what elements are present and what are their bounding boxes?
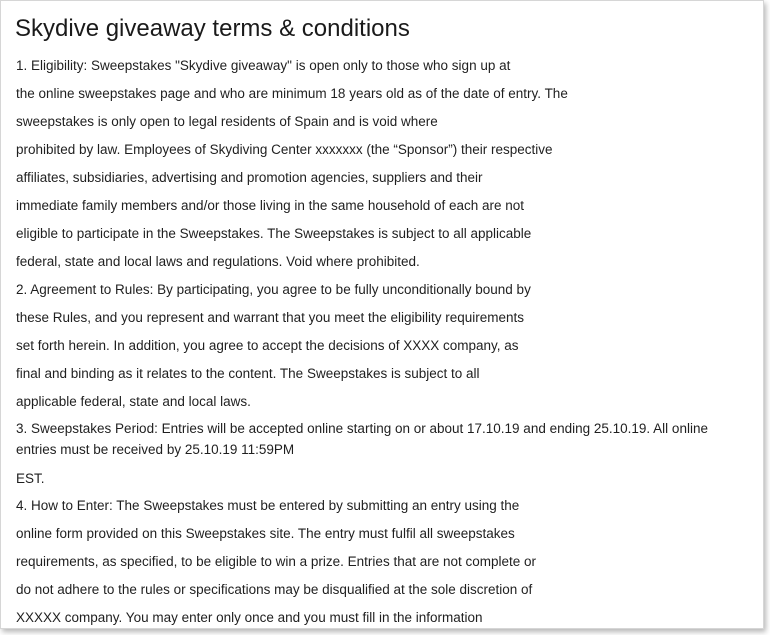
text-line: federal, state and local laws and regulations. Void where prohibited. [16, 254, 420, 269]
text-line: set forth herein. In addition, you agree to accept the decisions of XXXX company, as [16, 338, 519, 353]
text-line: requirements, as specified, to be eligible to win a prize. Entries that are not complete or [16, 554, 537, 569]
text-line: XXXXX company. You may enter only once and you must fill in the information [16, 610, 483, 625]
text-line: prohibited by law. Employees of Skydiving Center xxxxxxx (the “Sponsor”) their respective [16, 142, 553, 157]
text-line: entries must be received by 25.10.19 11:59PM [16, 442, 295, 457]
text-line: applicable federal, state and local laws. [16, 394, 251, 409]
text-line: 3. Sweepstakes Period: Entries will be accepted online starting on or about 17.10.19 and ending 25.10.19. All online [16, 421, 708, 436]
text-line: sweepstakes is only open to legal residents of Spain and is void where [16, 114, 438, 129]
text-line: immediate family members and/or those living in the same household of each are not [16, 198, 525, 213]
text-line: final and binding as it relates to the content. The Sweepstakes is subject to all [16, 366, 480, 381]
text-line: 2. Agreement to Rules: By participating, you agree to be fully unconditionally bound by [16, 282, 531, 297]
text-line: online form provided on this Sweepstakes site. The entry must fulfil all sweepstakes [16, 526, 515, 541]
text-line: eligible to participate in the Sweepstakes. The Sweepstakes is subject to all applicable [16, 226, 532, 241]
text-line: these Rules, and you represent and warrant that you meet the eligibility requirements [16, 310, 525, 325]
text-line: 4. How to Enter: The Sweepstakes must be entered by submitting an entry using the [16, 498, 520, 513]
text-line: affiliates, subsidiaries, advertising and promotion agencies, suppliers and their [16, 170, 483, 185]
text-line: EST. [16, 471, 45, 486]
text-line: do not adhere to the rules or specifications may be disqualified at the sole discretion of [16, 582, 533, 597]
document-title: Skydive giveaway terms & conditions [15, 15, 410, 42]
terms-body [16, 55, 756, 629]
text-line: 1. Eligibility: Sweepstakes "Skydive giveaway" is open only to those who sign up at [16, 58, 511, 73]
text-line: the online sweepstakes page and who are minimum 18 years old as of the date of entry. The [16, 86, 568, 101]
